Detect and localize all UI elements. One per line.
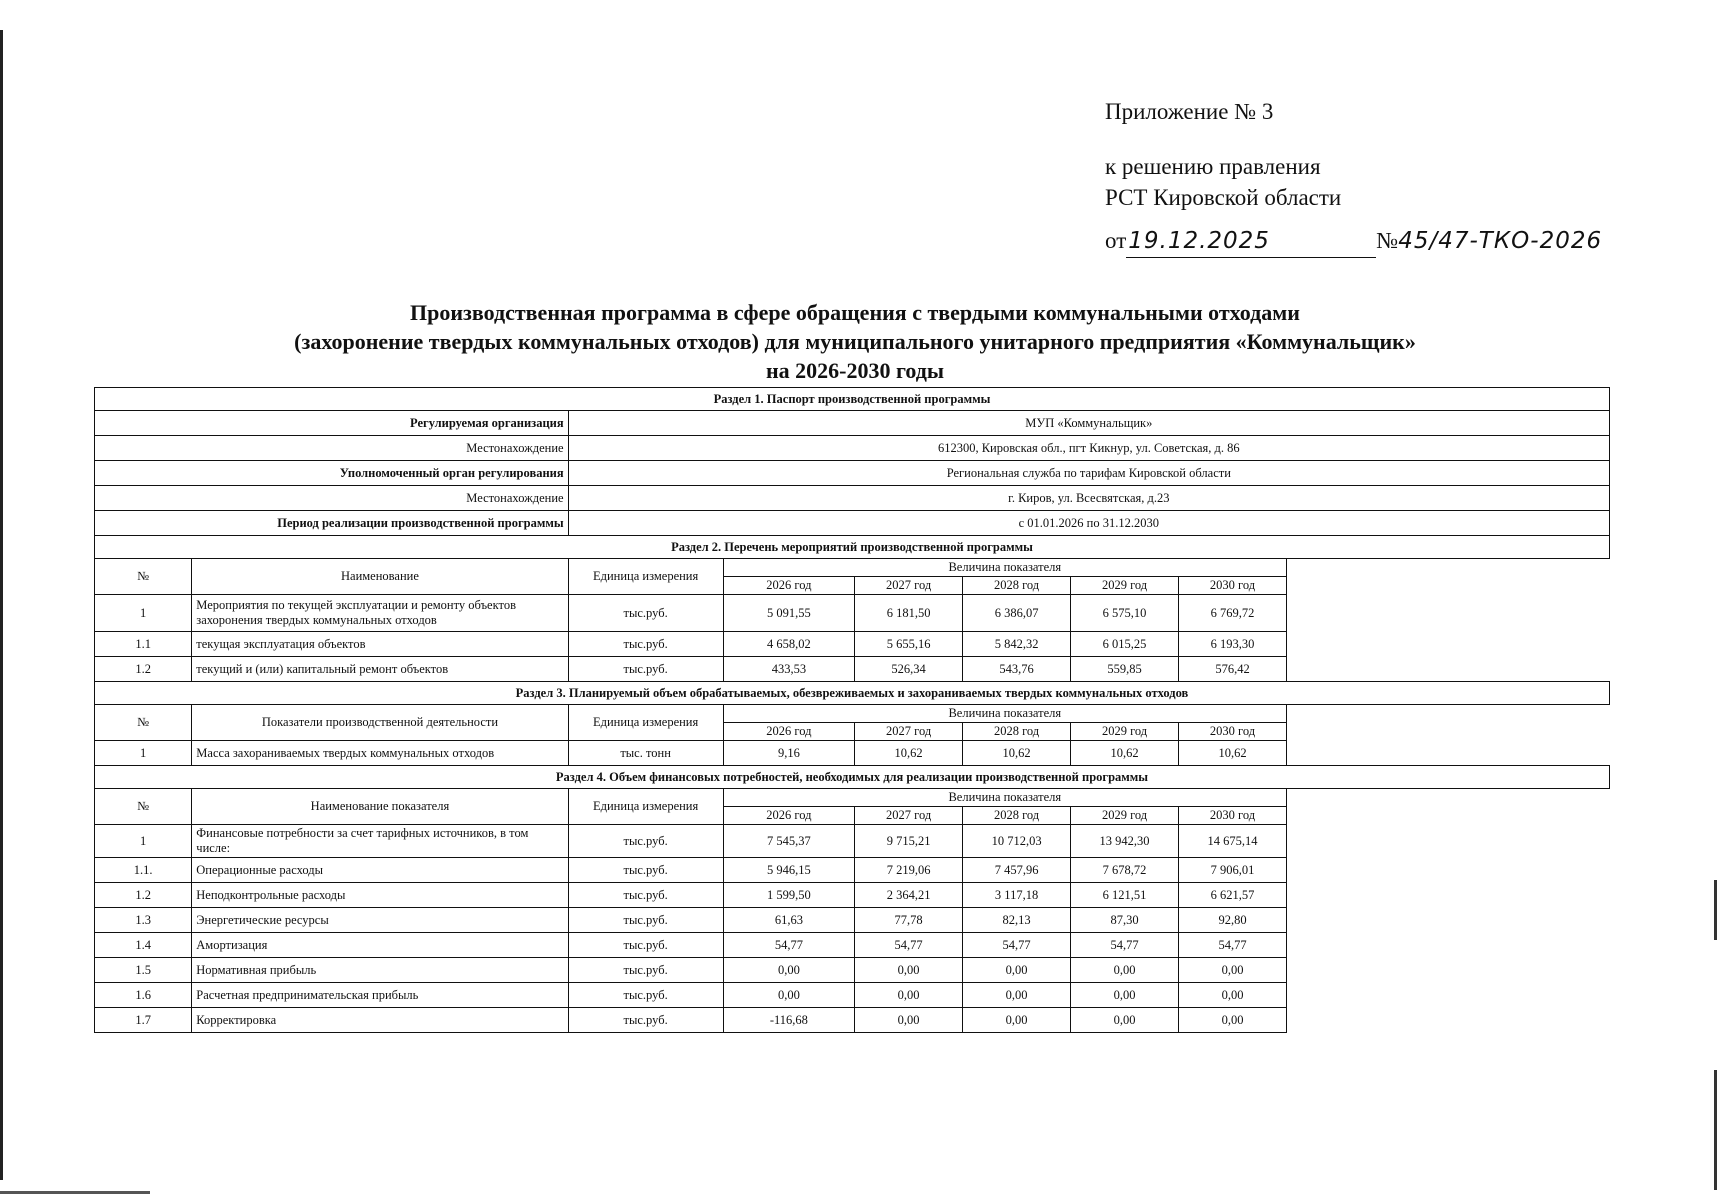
section-2-header-row bbox=[95, 559, 1610, 577]
row-name: Финансовые потребности за счет тарифных источников, в том числе: bbox=[192, 825, 568, 858]
row-value: 6 121,51 bbox=[1071, 883, 1179, 908]
row-name: Расчетная предпринимательская прибыль bbox=[192, 983, 568, 1008]
row-value: 7 219,06 bbox=[855, 858, 963, 883]
row-value: 433,53 bbox=[723, 657, 855, 682]
row-name: текущая эксплуатация объектов bbox=[192, 632, 568, 657]
handwritten-date: 19.12.2025 bbox=[1126, 226, 1376, 258]
data-row bbox=[95, 958, 1610, 983]
row-value: 7 457,96 bbox=[963, 858, 1071, 883]
row-unit: тыс.руб. bbox=[568, 933, 723, 958]
row-value: 2 364,21 bbox=[855, 883, 963, 908]
row-value: 0,00 bbox=[1071, 1008, 1179, 1033]
data-row bbox=[95, 858, 1610, 883]
row-value: 576,42 bbox=[1179, 657, 1287, 682]
row-value: 0,00 bbox=[855, 983, 963, 1008]
row-value: 7 678,72 bbox=[1071, 858, 1179, 883]
row-name: текущий и (или) капитальный ремонт объектов bbox=[192, 657, 568, 682]
program-table bbox=[94, 387, 1610, 1033]
row-value: 13 942,30 bbox=[1071, 825, 1179, 858]
col-header-year: 2026 год bbox=[723, 577, 855, 595]
section-3-title: Раздел 3. Планируемый объем обрабатываемых, обезвреживаемых и захораниваемых твердых коммунальных отходов bbox=[95, 682, 1610, 705]
row-unit: тыс.руб. bbox=[568, 657, 723, 682]
row-unit: тыс. тонн bbox=[568, 741, 723, 766]
row-value: 7 906,01 bbox=[1179, 858, 1287, 883]
row-number: 1.2 bbox=[95, 883, 192, 908]
row-value: 6 181,50 bbox=[855, 595, 963, 632]
row-value: 10,62 bbox=[855, 741, 963, 766]
col-header-name: Наименование bbox=[192, 559, 568, 595]
data-row bbox=[95, 1008, 1610, 1033]
row-value: -116,68 bbox=[723, 1008, 855, 1033]
row-number: 1.4 bbox=[95, 933, 192, 958]
row-value: 5 091,55 bbox=[723, 595, 855, 632]
scan-edge-right-mark bbox=[1714, 880, 1717, 940]
row-name: Операционные расходы bbox=[192, 858, 568, 883]
row-unit: тыс.руб. bbox=[568, 632, 723, 657]
row-value: 5 655,16 bbox=[855, 632, 963, 657]
data-row bbox=[95, 883, 1610, 908]
section-4-title-row bbox=[95, 766, 1610, 789]
row-value: 0,00 bbox=[855, 958, 963, 983]
title-line-2: (захоронение твердых коммунальных отходов) для муниципального унитарного предприятия «Коммунальщик» bbox=[294, 329, 1416, 354]
row-value: 6 015,25 bbox=[1071, 632, 1179, 657]
row-value: 0,00 bbox=[723, 958, 855, 983]
col-header-year: 2027 год bbox=[855, 577, 963, 595]
row-name: Корректировка bbox=[192, 1008, 568, 1033]
row-unit: тыс.руб. bbox=[568, 595, 723, 632]
col-header-year: 2030 год bbox=[1179, 577, 1287, 595]
row-number: 1.1. bbox=[95, 858, 192, 883]
data-row bbox=[95, 741, 1610, 766]
handwritten-number: 45/47-ТКО-2026 bbox=[1398, 228, 1603, 254]
row-number: 1.6 bbox=[95, 983, 192, 1008]
row-number: 1.2 bbox=[95, 657, 192, 682]
row-name: Амортизация bbox=[192, 933, 568, 958]
row-value: 54,77 bbox=[1179, 933, 1287, 958]
col-header-name: Показатели производственной деятельности bbox=[192, 705, 568, 741]
row-value: 0,00 bbox=[1071, 983, 1179, 1008]
row-value: 54,77 bbox=[723, 933, 855, 958]
passport-key: Период реализации производственной программы bbox=[95, 511, 569, 536]
row-unit: тыс.руб. bbox=[568, 958, 723, 983]
col-header-no: № bbox=[95, 705, 192, 741]
row-unit: тыс.руб. bbox=[568, 883, 723, 908]
row-value: 526,34 bbox=[855, 657, 963, 682]
passport-value: Региональная служба по тарифам Кировской области bbox=[568, 461, 1609, 486]
row-unit: тыс.руб. bbox=[568, 983, 723, 1008]
row-value: 0,00 bbox=[963, 983, 1071, 1008]
row-value: 0,00 bbox=[1179, 1008, 1287, 1033]
col-header-year: 2026 год bbox=[723, 723, 855, 741]
scan-edge-bottom bbox=[0, 1191, 150, 1194]
row-unit: тыс.руб. bbox=[568, 825, 723, 858]
col-header-year: 2030 год bbox=[1179, 723, 1287, 741]
col-header-year: 2026 год bbox=[723, 807, 855, 825]
passport-key: Уполномоченный орган регулирования bbox=[95, 461, 569, 486]
col-header-value-group: Величина показателя bbox=[723, 789, 1286, 807]
data-row bbox=[95, 632, 1610, 657]
data-row bbox=[95, 657, 1610, 682]
data-row bbox=[95, 933, 1610, 958]
col-header-year: 2029 год bbox=[1071, 807, 1179, 825]
col-header-value-group: Величина показателя bbox=[723, 559, 1286, 577]
row-value: 0,00 bbox=[1071, 958, 1179, 983]
row-number: 1 bbox=[95, 825, 192, 858]
passport-value: с 01.01.2026 по 31.12.2030 bbox=[568, 511, 1609, 536]
col-header-year: 2030 год bbox=[1179, 807, 1287, 825]
row-value: 6 386,07 bbox=[963, 595, 1071, 632]
row-value: 54,77 bbox=[1071, 933, 1179, 958]
row-value: 10 712,03 bbox=[963, 825, 1071, 858]
row-number: 1.7 bbox=[95, 1008, 192, 1033]
data-row bbox=[95, 908, 1610, 933]
data-row bbox=[95, 825, 1610, 858]
document-title bbox=[190, 298, 1520, 385]
scan-edge-left bbox=[0, 30, 3, 1180]
appendix-title: Приложение № 3 bbox=[1105, 99, 1274, 124]
row-value: 10,62 bbox=[963, 741, 1071, 766]
row-value: 82,13 bbox=[963, 908, 1071, 933]
row-number: 1 bbox=[95, 741, 192, 766]
title-line-3: на 2026-2030 годы bbox=[765, 358, 945, 383]
decision-line: к решению правления bbox=[1105, 154, 1321, 179]
section-2-title-row bbox=[95, 536, 1610, 559]
row-number: 1.5 bbox=[95, 958, 192, 983]
section-4-header-row bbox=[95, 789, 1610, 807]
row-value: 559,85 bbox=[1071, 657, 1179, 682]
row-value: 54,77 bbox=[963, 933, 1071, 958]
row-value: 0,00 bbox=[1179, 983, 1287, 1008]
row-value: 6 193,30 bbox=[1179, 632, 1287, 657]
row-number: 1.3 bbox=[95, 908, 192, 933]
row-value: 87,30 bbox=[1071, 908, 1179, 933]
row-value: 543,76 bbox=[963, 657, 1071, 682]
row-number: 1.1 bbox=[95, 632, 192, 657]
appendix-block bbox=[1105, 96, 1602, 258]
row-value: 0,00 bbox=[855, 1008, 963, 1033]
row-value: 10,62 bbox=[1071, 741, 1179, 766]
row-name: Масса захораниваемых твердых коммунальных отходов bbox=[192, 741, 568, 766]
row-value: 0,00 bbox=[1179, 958, 1287, 983]
authority-line: РСТ Кировской области bbox=[1105, 185, 1342, 210]
number-label: № bbox=[1376, 228, 1399, 253]
row-value: 5 842,32 bbox=[963, 632, 1071, 657]
row-value: 4 658,02 bbox=[723, 632, 855, 657]
section-4-title: Раздел 4. Объем финансовых потребностей, необходимых для реализации производственной программы bbox=[95, 766, 1610, 789]
section-2-title: Раздел 2. Перечень мероприятий производственной программы bbox=[95, 536, 1610, 559]
decision-date-number bbox=[1105, 225, 1602, 258]
col-header-unit: Единица измерения bbox=[568, 705, 723, 741]
row-name: Неподконтрольные расходы bbox=[192, 883, 568, 908]
section-1-title-row bbox=[95, 388, 1610, 411]
row-value: 1 599,50 bbox=[723, 883, 855, 908]
row-value: 6 575,10 bbox=[1071, 595, 1179, 632]
passport-value: 612300, Кировская обл., пгт Кикнур, ул. Советская, д. 86 bbox=[568, 436, 1609, 461]
passport-key: Регулируемая организация bbox=[95, 411, 569, 436]
passport-key: Местонахождение bbox=[95, 436, 569, 461]
data-row bbox=[95, 983, 1610, 1008]
row-value: 0,00 bbox=[963, 958, 1071, 983]
passport-row bbox=[95, 461, 1610, 486]
col-header-year: 2029 год bbox=[1071, 723, 1179, 741]
row-value: 6 621,57 bbox=[1179, 883, 1287, 908]
section-1-title: Раздел 1. Паспорт производственной программы bbox=[95, 388, 1610, 411]
row-value: 3 117,18 bbox=[963, 883, 1071, 908]
col-header-value-group: Величина показателя bbox=[723, 705, 1286, 723]
col-header-name: Наименование показателя bbox=[192, 789, 568, 825]
row-value: 0,00 bbox=[963, 1008, 1071, 1033]
row-name: Энергетические ресурсы bbox=[192, 908, 568, 933]
passport-key: Местонахождение bbox=[95, 486, 569, 511]
col-header-unit: Единица измерения bbox=[568, 789, 723, 825]
section-3-title-row bbox=[95, 682, 1610, 705]
row-value: 10,62 bbox=[1179, 741, 1287, 766]
title-line-1: Производственная программа в сфере обращения с твердыми коммунальными отходами bbox=[410, 300, 1300, 325]
row-unit: тыс.руб. bbox=[568, 1008, 723, 1033]
row-value: 5 946,15 bbox=[723, 858, 855, 883]
col-header-year: 2027 год bbox=[855, 807, 963, 825]
row-value: 92,80 bbox=[1179, 908, 1287, 933]
col-header-no: № bbox=[95, 559, 192, 595]
passport-row bbox=[95, 436, 1610, 461]
row-value: 9 715,21 bbox=[855, 825, 963, 858]
passport-row bbox=[95, 486, 1610, 511]
scan-edge-right-mark bbox=[1714, 1070, 1717, 1190]
row-name: Нормативная прибыль bbox=[192, 958, 568, 983]
row-value: 7 545,37 bbox=[723, 825, 855, 858]
passport-row bbox=[95, 511, 1610, 536]
passport-value: МУП «Коммунальщик» bbox=[568, 411, 1609, 436]
col-header-year: 2029 год bbox=[1071, 577, 1179, 595]
section-3-header-row bbox=[95, 705, 1610, 723]
row-name: Мероприятия по текущей эксплуатации и ремонту объектов захоронения твердых коммунальных отходов bbox=[192, 595, 568, 632]
row-value: 6 769,72 bbox=[1179, 595, 1287, 632]
row-number: 1 bbox=[95, 595, 192, 632]
row-value: 14 675,14 bbox=[1179, 825, 1287, 858]
col-header-year: 2028 год bbox=[963, 723, 1071, 741]
data-row bbox=[95, 595, 1610, 632]
row-unit: тыс.руб. bbox=[568, 908, 723, 933]
from-label: от bbox=[1105, 228, 1127, 253]
row-value: 77,78 bbox=[855, 908, 963, 933]
col-header-no: № bbox=[95, 789, 192, 825]
col-header-year: 2028 год bbox=[963, 807, 1071, 825]
row-value: 54,77 bbox=[855, 933, 963, 958]
col-header-year: 2028 год bbox=[963, 577, 1071, 595]
passport-row bbox=[95, 411, 1610, 436]
row-value: 61,63 bbox=[723, 908, 855, 933]
col-header-unit: Единица измерения bbox=[568, 559, 723, 595]
row-unit: тыс.руб. bbox=[568, 858, 723, 883]
row-value: 0,00 bbox=[723, 983, 855, 1008]
col-header-year: 2027 год bbox=[855, 723, 963, 741]
passport-value: г. Киров, ул. Всесвятская, д.23 bbox=[568, 486, 1609, 511]
row-value: 9,16 bbox=[723, 741, 855, 766]
